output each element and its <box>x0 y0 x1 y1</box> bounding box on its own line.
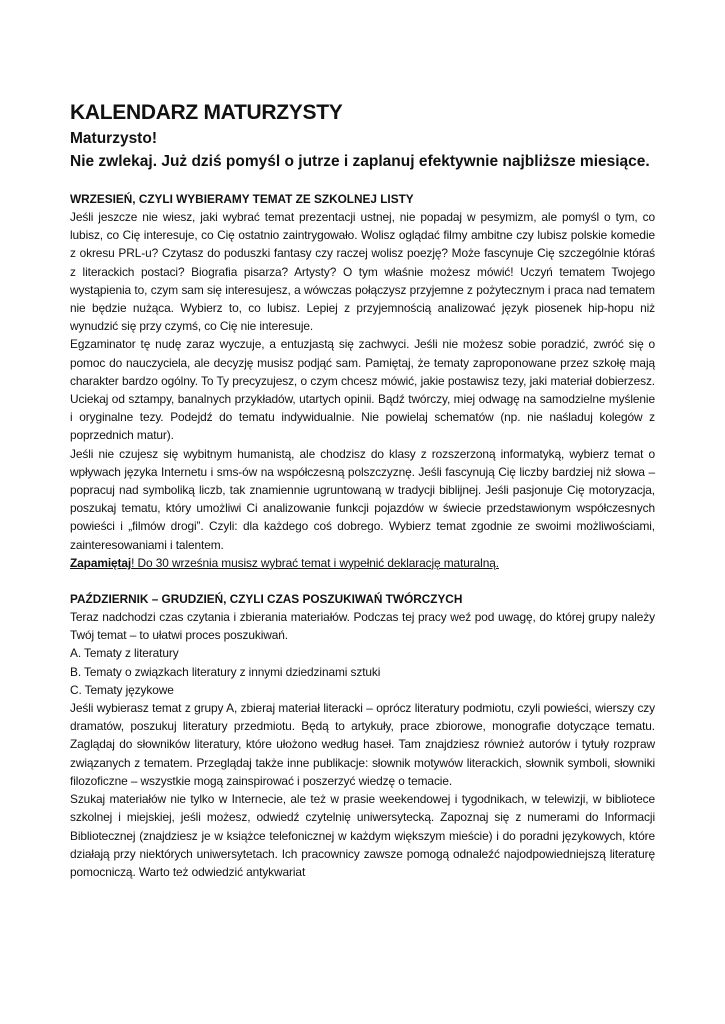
subtitle-call-to-action: Nie zwlekaj. Już dziś pomyśl o jutrze i zaplanuj efektywnie najbliższe miesiące. <box>70 153 650 170</box>
reminder-label: Zapamiętaj <box>70 555 132 570</box>
list-item: C. Tematy językowe <box>70 682 174 697</box>
paragraph: Jeśli nie czujesz się wybitnym humanistą, ale chodzisz do klasy z rozszerzoną informatyką, wybierz temat o wpływach języka Internetu i sms-ów na współczesną polszczyznę. Jeśli fascynują Cię liczby bardziej niż słowa – popracuj nad symboliką liczb, tak znamiennie ugruntowaną w tradycji biblijnej. Jeśli pasjonuje Cię motoryzacja, poszukaj tematu, który umożliwi Ci analizowanie funkcji pojazdów w świecie przedstawionym współczesnych powieści i „filmów drogi”. Czyli: dla każdego coś dobrego. Wybierz temat zgodnie ze swoimi możliwościami, zainteresowaniami i talentem. <box>70 446 655 552</box>
document-title: KALENDARZ MATURZYSTY <box>70 101 343 124</box>
reminder-text: ! Do 30 września musisz wybrać temat i wypełnić deklarację maturalną. <box>131 555 499 570</box>
paragraph: Szukaj materiałów nie tylko w Internecie, ale też w prasie weekendowej i tygodnikach, w telewizji, w bibliotece szkolnej i miejskiej, jeśli możesz, odwiedź czytelnię uniwersytecką. Zapoznaj się z numerami do Informacji Bibliotecznej (znajdziesz je w książce telefonicznej w każdym większym mieście) i do poradni językowych, które działają przy niektórych uniwersytetach. Ich pracownicy zawsze pomogą odnaleźć najodpowiedniejszą literaturę pomocniczą. Warto też odwiedzić antykwariat <box>70 792 655 879</box>
section-heading: WRZESIEŃ, CZYLI WYBIERAMY TEMAT ZE SZKOLNEJ LISTY <box>70 192 414 206</box>
list-item: A. Tematy z literatury <box>70 646 179 661</box>
section-october-december <box>70 590 655 881</box>
section-september <box>70 190 655 572</box>
subtitle-greeting: Maturzysto! <box>70 130 157 147</box>
section-heading: PAŹDZIERNIK – GRUDZIEŃ, CZYLI CZAS POSZUKIWAŃ TWÓRCZYCH <box>70 592 463 607</box>
paragraph: Jeśli wybierasz temat z grupy A, zbieraj materiał literacki – oprócz literatury podmiotu, czyli powieści, wierszy czy dramatów, poszukuj literatury przedmiotu. Będą to artykuły, prace zbiorowe, monografie dotyczące tematu. Zaglądaj do słowników literatury, które ułożono według haseł. Tam znajdziesz również autorów i tytuły rozpraw związanych z tematem. Przeglądaj także inne publikacje: słownik motywów literackich, słownik symboli, słowniki filozoficzne – wszystkie mogą zainspirować i poszerzyć wiedzę o temacie. <box>70 701 655 788</box>
paragraph: Jeśli jeszcze nie wiesz, jaki wybrać temat prezentacji ustnej, nie popadaj w pesymizm, ale pomyśl o tym, co lubisz, co Cię interesuje, co Cię ostatnio zaintrygowało. Wolisz oglądać filmy ambitne czy lubisz polskie komedie z okresu PRL-u? Czytasz do poduszki fantasy czy raczej wolisz poezję? Może fascynuje Cię szczególnie któraś z literackich postaci? Biografia pisarza? Artysty? O tym właśnie możesz mówić! Uczyń tematem Twojego wystąpienia to, czym sam się interesujesz, a wówczas połączysz przyjemne z pożytecznym i praca nad tematem nie będzie nużąca. Wybierz to, co lubisz. Lepiej z przyjemnością analizować język piosenek hip-hopu niż wynudzić się przy czymś, co Cię nie interesuje. <box>70 210 655 334</box>
document-page <box>70 100 655 881</box>
list-item: B. Tematy o związkach literatury z innymi dziedzinami sztuki <box>70 664 381 679</box>
paragraph: Egzaminator tę nudę zaraz wyczuje, a entuzjastą się zachwyci. Jeśli nie możesz sobie poradzić, zwróć się o pomoc do nauczyciela, ale decyzję musisz podjąć sam. Pamiętaj, że tematy zaproponowane przez szkołę mają charakter bardzo ogólny. To Ty precyzujesz, o czym chcesz mówić, jakie postawisz tezy, jaki materiał dobierzesz. Uciekaj od sztampy, banalnych przykładów, utartych opinii. Bądź twórczy, miej odwagę na samodzielne myślenie i oryginalne tezy. Podejdź do tematu indywidualnie. Nie powielaj schematów (np. nie naśladuj kolegów z poprzednich matur). <box>70 337 655 443</box>
paragraph: Teraz nadchodzi czas czytania i zbierania materiałów. Podczas tej pracy weź pod uwagę, do której grupy należy Twój temat – to ułatwi proces poszukiwań. <box>70 610 655 643</box>
reminder <box>70 554 655 572</box>
